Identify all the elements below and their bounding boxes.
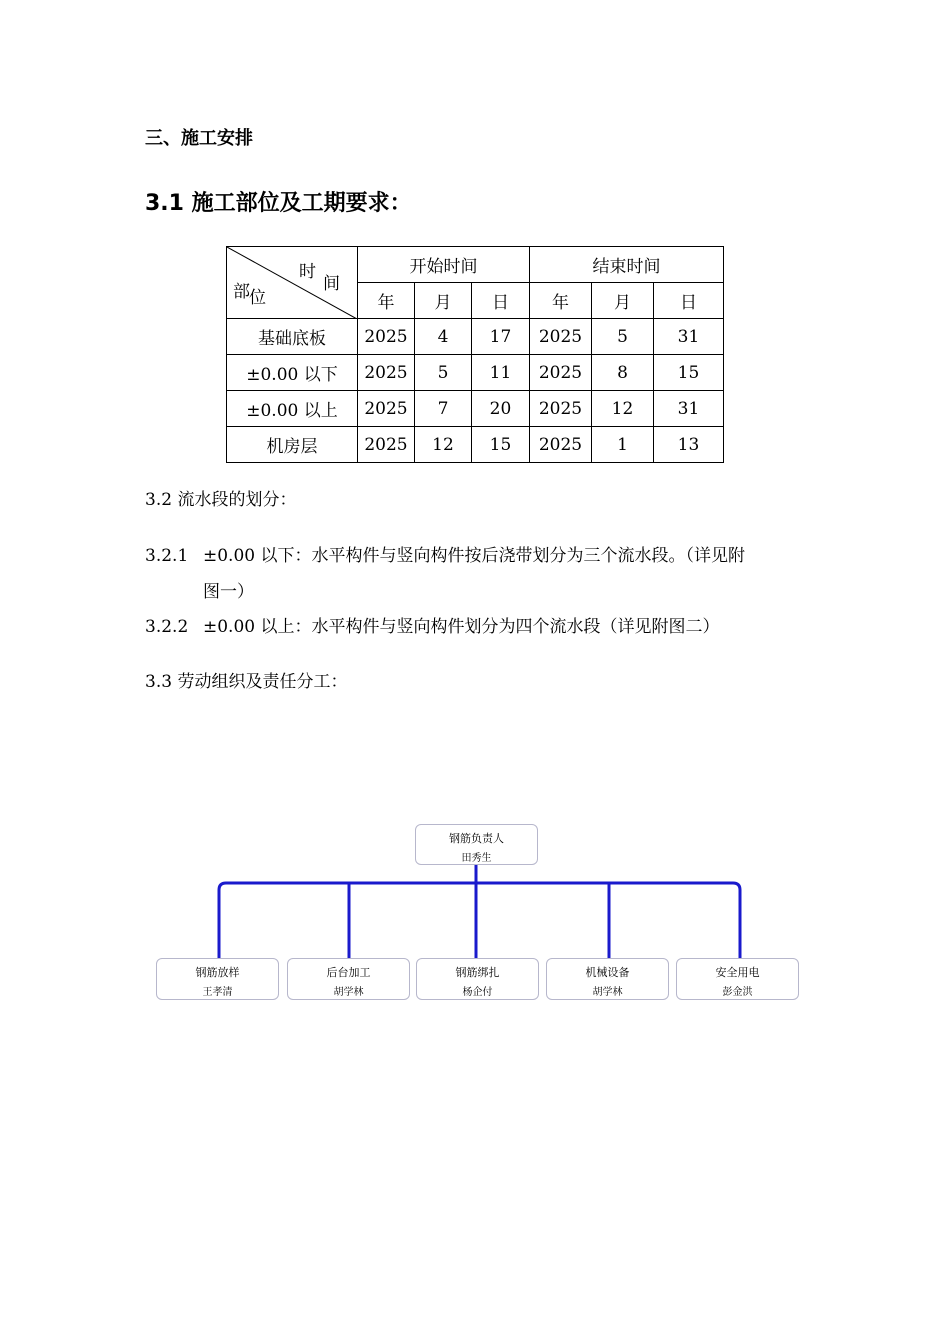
- corner-time-1: 时: [299, 262, 316, 282]
- cell: 7: [415, 391, 472, 427]
- subheader-month: 月: [592, 283, 654, 319]
- subheader-day: 日: [654, 283, 724, 319]
- cell: 2025: [530, 427, 592, 463]
- org-root-name: 田秀生: [461, 853, 492, 864]
- end-time-header: 结束时间: [530, 247, 724, 283]
- corner-part-2: 位: [249, 288, 266, 308]
- cell: 2025: [358, 391, 415, 427]
- cell: 15: [472, 427, 530, 463]
- subheader-year: 年: [530, 283, 592, 319]
- cell: 4: [415, 319, 472, 355]
- org-child-role: 机械设备: [585, 966, 630, 979]
- start-time-header: 开始时间: [358, 247, 530, 283]
- cell: 5: [415, 355, 472, 391]
- row-part: ±0.00 以下: [227, 355, 358, 391]
- cell: 1: [592, 427, 654, 463]
- section-heading: 三、施工安排: [145, 128, 253, 149]
- corner-part-1: 部: [233, 282, 250, 302]
- corner-time-2: 间: [323, 274, 340, 294]
- org-child-name: 胡学林: [592, 987, 623, 998]
- subheader-year: 年: [358, 283, 415, 319]
- org-root-box: [415, 824, 538, 865]
- cell: 8: [592, 355, 654, 391]
- org-child-name: 胡学林: [333, 987, 364, 998]
- cell: 2025: [358, 319, 415, 355]
- cell: 2025: [530, 355, 592, 391]
- paragraph-3-2-1-line2: 图一）: [203, 582, 254, 602]
- subheader-day: 日: [472, 283, 530, 319]
- cell: 12: [592, 391, 654, 427]
- paragraph-3-2-1-line1: ±0.00 以下：水平构件与竖向构件按后浇带划分为三个流水段。（详见附: [203, 546, 745, 566]
- org-child-role: 钢筋绑扎: [455, 966, 500, 979]
- paragraph-3-2-2-line1: ±0.00 以上：水平构件与竖向构件划分为四个流水段（详见附图二）: [203, 617, 720, 637]
- paragraph-3-2: 3.2 流水段的划分：: [145, 490, 297, 510]
- paragraph-3-2-2-number: 3.2.2: [145, 617, 189, 637]
- org-child-name: 彭金洪: [722, 987, 753, 998]
- cell: 11: [472, 355, 530, 391]
- row-part: 机房层: [227, 427, 358, 463]
- cell: 31: [654, 391, 724, 427]
- cell: 17: [472, 319, 530, 355]
- paragraph-3-2-1-number: 3.2.1: [145, 546, 189, 566]
- cell: 2025: [530, 319, 592, 355]
- org-root-role: 钢筋负责人: [449, 832, 504, 845]
- paragraph-3-3: 3.3 劳动组织及责任分工：: [145, 672, 348, 692]
- org-child-name: 杨企付: [462, 987, 493, 998]
- cell: 5: [592, 319, 654, 355]
- org-child-role: 安全用电: [715, 966, 760, 979]
- cell: 20: [472, 391, 530, 427]
- cell: 15: [654, 355, 724, 391]
- cell: 13: [654, 427, 724, 463]
- row-part: ±0.00 以上: [227, 391, 358, 427]
- cell: 2025: [358, 427, 415, 463]
- org-child-box: [416, 958, 539, 1000]
- row-part: 基础底板: [227, 319, 358, 355]
- org-child-name: 王孝清: [202, 987, 233, 998]
- org-child-box: [156, 958, 279, 1000]
- cell: 2025: [358, 355, 415, 391]
- org-child-box: [287, 958, 410, 1000]
- cell: 12: [415, 427, 472, 463]
- org-child-role: 后台加工: [326, 966, 371, 979]
- cell: 31: [654, 319, 724, 355]
- subsection-heading: 3.1 施工部位及工期要求：: [145, 191, 412, 216]
- cell: 2025: [530, 391, 592, 427]
- org-child-box: [676, 958, 799, 1000]
- org-child-role: 钢筋放样: [195, 966, 240, 979]
- org-child-box: [546, 958, 669, 1000]
- subheader-month: 月: [415, 283, 472, 319]
